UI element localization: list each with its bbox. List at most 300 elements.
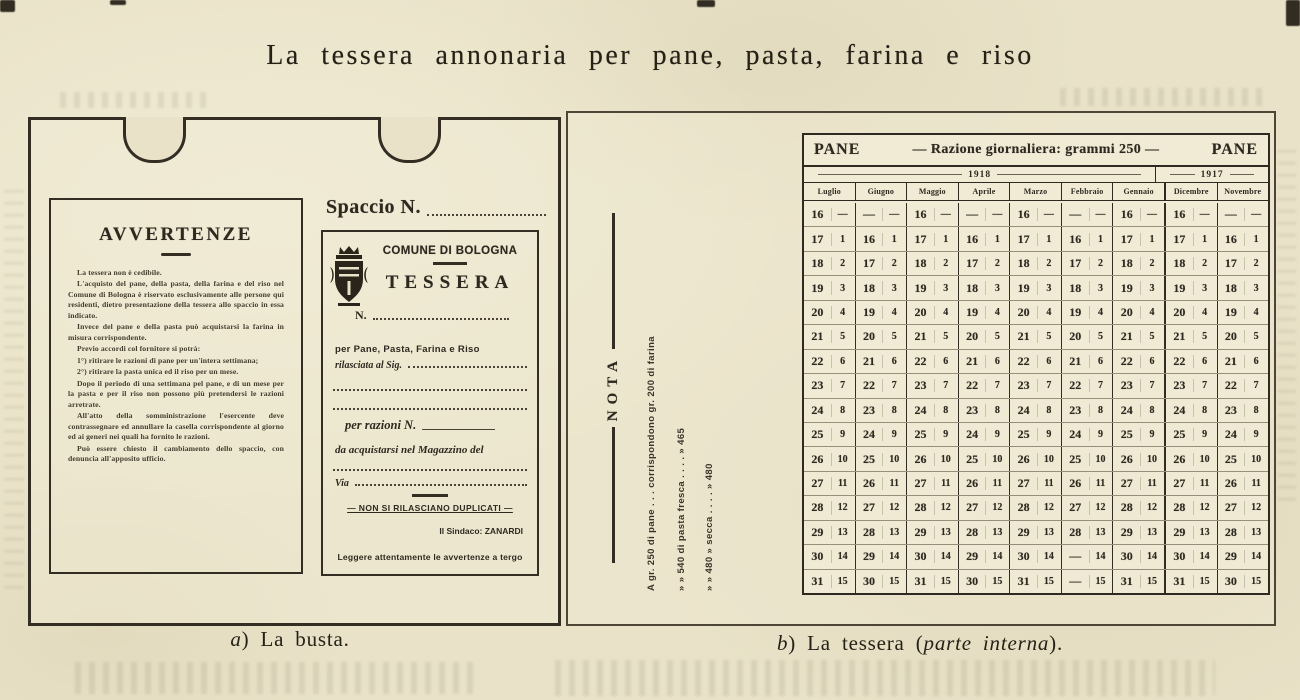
table-row — [804, 472, 1268, 496]
busta-envelope — [28, 117, 561, 626]
day-number: 24 — [1069, 427, 1082, 442]
day-ration-cell — [1010, 276, 1062, 299]
month-header: Marzo — [1010, 183, 1062, 200]
ration-number: 7 — [1253, 380, 1259, 392]
day-ration-cell — [959, 227, 1011, 250]
day-ration-cell — [1010, 374, 1062, 397]
day-number: 27 — [1069, 500, 1082, 515]
ration-number: 14 — [837, 551, 848, 563]
day-number: 22 — [1120, 353, 1133, 368]
day-ration-cell — [1166, 301, 1218, 324]
day-number: 20 — [966, 329, 979, 344]
day-number: 28 — [1224, 524, 1237, 539]
day-number: 19 — [1120, 280, 1133, 295]
ration-number: — — [1095, 209, 1106, 221]
day-number: 23 — [811, 378, 824, 393]
day-number: 17 — [1173, 231, 1186, 246]
ration-number: 3 — [840, 282, 846, 294]
day-number: 26 — [966, 476, 979, 491]
day-ration-cell — [856, 301, 908, 324]
ration-number: 2 — [840, 258, 846, 270]
scan-edge-mark — [1286, 0, 1300, 26]
day-number: 24 — [1224, 427, 1237, 442]
ration-number: 4 — [1149, 306, 1155, 318]
ration-number: 7 — [943, 380, 949, 392]
day-number: 25 — [1120, 427, 1133, 442]
day-number: 20 — [914, 304, 927, 319]
nota-rule — [612, 213, 615, 349]
day-ration-cell — [1113, 227, 1166, 250]
day-ration-cell — [1062, 423, 1114, 446]
day-ration-cell — [1166, 203, 1218, 226]
day-number: 31 — [1017, 573, 1030, 588]
month-header: Gennaio — [1113, 183, 1166, 200]
day-number: 30 — [1120, 549, 1133, 564]
day-ration-cell — [907, 350, 959, 373]
day-number: 26 — [862, 476, 875, 491]
day-ration-cell — [1218, 301, 1269, 324]
day-ration-cell — [1166, 276, 1218, 299]
day-number: 18 — [862, 280, 875, 295]
ration-number: 11 — [1199, 478, 1210, 490]
day-ration-cell — [856, 374, 908, 397]
day-ration-cell — [1113, 399, 1166, 422]
card-footer-line: Leggere attentamente le avvertenze a tergo — [337, 552, 523, 562]
day-ration-cell — [1113, 301, 1166, 324]
day-number: 25 — [914, 427, 927, 442]
ration-number: 12 — [992, 502, 1003, 514]
dotted-fill-line — [333, 408, 527, 410]
day-number: 20 — [1017, 304, 1030, 319]
day-number: — — [1069, 207, 1082, 222]
day-ration-cell — [856, 350, 908, 373]
ration-number: 8 — [1149, 404, 1155, 416]
day-ration-cell — [1062, 472, 1114, 495]
bleedthrough-ghost — [1060, 88, 1270, 106]
table-year-row — [804, 167, 1268, 183]
day-number: 18 — [914, 256, 927, 271]
ration-number: 2 — [1253, 258, 1259, 270]
day-number: 26 — [1224, 476, 1237, 491]
ration-number: 11 — [1251, 478, 1261, 490]
day-ration-cell — [907, 521, 959, 544]
day-number: 21 — [1017, 329, 1030, 344]
day-ration-cell — [804, 423, 856, 446]
ration-number: 5 — [840, 331, 846, 343]
day-number: 28 — [914, 500, 927, 515]
avvertenze-paragraph: Invece del pane e della pasta può acquistarsi la farina in misura corrispondente. — [68, 322, 284, 342]
day-ration-cell — [907, 399, 959, 422]
day-number: 26 — [914, 451, 927, 466]
pane-ration-table — [802, 133, 1270, 595]
card-via-line — [335, 478, 529, 489]
ration-number: 9 — [891, 429, 897, 441]
ration-number: 13 — [1147, 526, 1158, 538]
day-number: 27 — [1173, 476, 1186, 491]
day-number: 21 — [1120, 329, 1133, 344]
avvertenze-text — [68, 268, 284, 464]
ration-number: 9 — [943, 429, 949, 441]
ration-number: 5 — [1097, 331, 1103, 343]
day-number: 31 — [1120, 573, 1133, 588]
avvertenze-paragraph: All'atto della somministrazione l'esercente deve contrassegnare ed annullare la casella corrispondente al giorno ed ai generi nei quali ha fornito le razioni. — [68, 411, 284, 442]
day-number: 25 — [862, 451, 875, 466]
day-ration-cell — [1166, 570, 1218, 593]
day-ration-cell — [959, 570, 1011, 593]
nota-line: » » 480 » secca . . . . » 480 — [704, 463, 715, 591]
day-ration-cell — [1062, 496, 1114, 519]
day-number: 26 — [811, 451, 824, 466]
ration-number: 3 — [994, 282, 1000, 294]
ration-number: 15 — [1043, 575, 1054, 587]
day-number: 17 — [862, 256, 875, 271]
day-ration-cell — [1113, 447, 1166, 470]
day-number: 16 — [966, 231, 979, 246]
ration-number: 10 — [992, 453, 1003, 465]
ration-number: 1 — [943, 233, 949, 245]
day-number: 19 — [862, 304, 875, 319]
day-number: 27 — [914, 476, 927, 491]
day-ration-cell — [804, 350, 856, 373]
scan-edge-mark — [110, 0, 126, 5]
caption-a-text: ) La busta. — [241, 627, 350, 651]
day-number: 29 — [1120, 524, 1133, 539]
ration-number: 10 — [889, 453, 900, 465]
razioni-label: per razioni N. — [345, 418, 417, 432]
ornament-rule — [367, 262, 533, 265]
ration-number: 3 — [943, 282, 949, 294]
day-number: 17 — [1224, 256, 1237, 271]
day-ration-cell — [1010, 472, 1062, 495]
rilasciata-label: rilasciata al Sig. — [335, 360, 402, 371]
ration-number: 6 — [1097, 355, 1103, 367]
day-number: — — [1069, 573, 1082, 588]
day-ration-cell — [1218, 227, 1269, 250]
scan-edge-mark — [0, 0, 15, 12]
ration-number: 15 — [1251, 575, 1262, 587]
day-number: 19 — [966, 304, 979, 319]
day-number: 30 — [1017, 549, 1030, 564]
table-row — [804, 399, 1268, 423]
day-ration-cell — [1010, 423, 1062, 446]
day-number: 22 — [811, 353, 824, 368]
day-ration-cell — [856, 227, 908, 250]
day-ration-cell — [1062, 350, 1114, 373]
day-ration-cell — [856, 325, 908, 348]
day-ration-cell — [1010, 203, 1062, 226]
day-number: 30 — [966, 573, 979, 588]
day-number: 22 — [862, 378, 875, 393]
month-header: Giugno — [856, 183, 908, 200]
day-number: 27 — [1017, 476, 1030, 491]
ration-number: 6 — [1046, 355, 1052, 367]
day-number: 24 — [1120, 402, 1133, 417]
day-ration-cell — [1010, 301, 1062, 324]
day-number: 23 — [1017, 378, 1030, 393]
day-ration-cell — [907, 252, 959, 275]
day-number: — — [862, 207, 875, 222]
day-ration-cell — [1166, 545, 1218, 568]
ration-number: 12 — [1251, 502, 1262, 514]
ration-number: 5 — [1046, 331, 1052, 343]
ration-number: 14 — [1095, 551, 1106, 563]
table-title-right: PANE — [1211, 141, 1258, 158]
day-number: 17 — [1120, 231, 1133, 246]
day-number: 24 — [914, 402, 927, 417]
table-row — [804, 350, 1268, 374]
day-number: — — [966, 207, 979, 222]
day-ration-cell — [959, 374, 1011, 397]
ration-number: 10 — [1043, 453, 1054, 465]
table-row — [804, 325, 1268, 349]
day-number: 30 — [1173, 549, 1186, 564]
month-header: Novembre — [1224, 187, 1262, 196]
day-number: 19 — [914, 280, 927, 295]
month-header: Aprile — [959, 183, 1011, 200]
ration-number: 10 — [1095, 453, 1106, 465]
ration-number: 1 — [1202, 233, 1208, 245]
table-row — [804, 423, 1268, 447]
day-ration-cell — [1166, 521, 1218, 544]
day-ration-cell — [1113, 350, 1166, 373]
day-ration-cell — [907, 276, 959, 299]
ration-number: 3 — [1202, 282, 1208, 294]
ration-number: 9 — [994, 429, 1000, 441]
card-rilasciata-line — [335, 360, 529, 371]
ration-number: 8 — [1253, 404, 1259, 416]
ration-number: 11 — [1147, 478, 1157, 490]
day-number: 16 — [914, 207, 927, 222]
dotted-fill-line — [373, 318, 509, 320]
avvertenze-title: AVVERTENZE — [99, 224, 253, 245]
caption-a-letter: a — [230, 627, 242, 651]
day-ration-cell — [959, 252, 1011, 275]
year-group: 1917 — [1156, 167, 1268, 182]
spaccio-line — [326, 196, 548, 219]
ration-number: 7 — [891, 380, 897, 392]
dotted-fill-line — [408, 366, 527, 368]
day-number: 23 — [1120, 378, 1133, 393]
card-acquisto-line: da acquistarsi nel Magazzino del — [335, 444, 484, 456]
ration-number: 14 — [940, 551, 951, 563]
ration-number: 5 — [1202, 331, 1208, 343]
day-ration-cell — [804, 227, 856, 250]
nota-axis — [602, 213, 624, 563]
day-ration-cell — [1218, 325, 1269, 348]
day-ration-cell — [1166, 374, 1218, 397]
day-number: 16 — [811, 207, 824, 222]
ration-number: 5 — [1253, 331, 1259, 343]
envelope-notch — [123, 117, 186, 163]
ration-number: 1 — [1253, 233, 1259, 245]
ration-number: 4 — [840, 306, 846, 318]
caption-b-italic: parte interna — [923, 631, 1050, 655]
table-row — [804, 301, 1268, 325]
dotted-fill-line — [427, 214, 546, 216]
day-number: 27 — [811, 476, 824, 491]
card-number-line — [355, 308, 511, 323]
ration-number: — — [940, 209, 951, 221]
day-ration-cell — [907, 545, 959, 568]
table-row — [804, 521, 1268, 545]
day-ration-cell — [1010, 447, 1062, 470]
ration-number: 5 — [943, 331, 949, 343]
day-ration-cell — [959, 545, 1011, 568]
day-number: 17 — [1017, 231, 1030, 246]
caption-a — [60, 627, 520, 652]
day-ration-cell — [1218, 521, 1269, 544]
ration-number: 15 — [1095, 575, 1106, 587]
day-ration-cell — [1062, 203, 1114, 226]
day-number: 28 — [966, 524, 979, 539]
bleedthrough-ghost — [555, 660, 1215, 696]
day-ration-cell — [1010, 350, 1062, 373]
month-header: Febbraio — [1062, 183, 1114, 200]
day-ration-cell — [1218, 570, 1269, 593]
day-ration-cell — [1062, 521, 1114, 544]
ration-number: 3 — [1253, 282, 1259, 294]
day-ration-cell — [804, 301, 856, 324]
day-ration-cell — [959, 496, 1011, 519]
ration-number: 2 — [1149, 258, 1155, 270]
nota-line: » » 540 di pasta fresca . . . . » 465 — [676, 427, 687, 591]
day-number: 30 — [811, 549, 824, 564]
month-header: Dicembre — [1166, 183, 1218, 200]
ration-number: 15 — [940, 575, 951, 587]
avvertenze-paragraph: 1°) ritirare le razioni di pane per un'intera settimana; — [77, 355, 259, 365]
day-ration-cell — [856, 545, 908, 568]
day-ration-cell — [1166, 350, 1218, 373]
day-number: 26 — [1120, 451, 1133, 466]
day-ration-cell — [1166, 447, 1218, 470]
ration-number: 10 — [837, 453, 848, 465]
day-ration-cell — [907, 496, 959, 519]
bleedthrough-ghost — [1278, 150, 1296, 510]
caption-b — [640, 631, 1200, 656]
ration-number: 15 — [1199, 575, 1210, 587]
day-ration-cell — [959, 203, 1011, 226]
ration-number: 3 — [891, 282, 897, 294]
day-number: 25 — [1069, 451, 1082, 466]
ration-number: — — [1147, 209, 1158, 221]
ration-number: 13 — [837, 526, 848, 538]
ration-number: 14 — [889, 551, 900, 563]
day-ration-cell — [1010, 521, 1062, 544]
day-ration-cell — [856, 276, 908, 299]
day-number: 29 — [1017, 524, 1030, 539]
ration-number: 2 — [1202, 258, 1208, 270]
ration-number: 4 — [943, 306, 949, 318]
day-number: 22 — [1069, 378, 1082, 393]
day-number: 22 — [1224, 378, 1237, 393]
day-number: 22 — [966, 378, 979, 393]
day-ration-cell — [856, 472, 908, 495]
ornament-rule — [412, 494, 448, 497]
day-ration-cell — [1113, 203, 1166, 226]
day-ration-cell — [1062, 252, 1114, 275]
ration-number: 7 — [1202, 380, 1208, 392]
table-title-row — [804, 135, 1268, 167]
ration-number: 8 — [994, 404, 1000, 416]
n-label: N. — [355, 308, 367, 322]
day-number: 17 — [1069, 256, 1082, 271]
day-ration-cell — [907, 227, 959, 250]
table-row — [804, 447, 1268, 471]
nota-label: NOTA — [604, 354, 621, 422]
ration-number: 2 — [1046, 258, 1052, 270]
day-number: 28 — [862, 524, 875, 539]
day-ration-cell — [804, 374, 856, 397]
day-number: 25 — [1173, 427, 1186, 442]
day-ration-cell — [804, 545, 856, 568]
day-number: 16 — [862, 231, 875, 246]
day-number: 17 — [914, 231, 927, 246]
day-number: 25 — [811, 427, 824, 442]
dotted-fill-line — [333, 469, 527, 471]
day-number: 19 — [811, 280, 824, 295]
tessera-inner-panel — [566, 111, 1276, 626]
caption-b-text-2: ). — [1049, 631, 1064, 655]
ration-number: — — [992, 209, 1003, 221]
ration-number: 3 — [1149, 282, 1155, 294]
day-ration-cell — [804, 399, 856, 422]
ration-number: 6 — [1202, 355, 1208, 367]
day-ration-cell — [856, 399, 908, 422]
ration-number: 10 — [1199, 453, 1210, 465]
avvertenze-paragraph: Può essere chiesto il cambiamento dello spaccio, con denuncia all'apposito ufficio. — [68, 443, 284, 463]
ration-number: 11 — [837, 478, 848, 490]
day-ration-cell — [1113, 276, 1166, 299]
day-ration-cell — [1113, 570, 1166, 593]
ration-number: 2 — [891, 258, 897, 270]
day-number: 18 — [1173, 256, 1186, 271]
day-ration-cell — [1010, 545, 1062, 568]
day-ration-cell — [1113, 325, 1166, 348]
ration-number: 9 — [1097, 429, 1103, 441]
day-ration-cell — [1062, 301, 1114, 324]
day-ration-cell — [804, 521, 856, 544]
ration-number: 6 — [840, 355, 846, 367]
ration-number: 9 — [840, 429, 846, 441]
day-number: 16 — [1069, 231, 1082, 246]
ration-number: 12 — [1095, 502, 1106, 514]
day-ration-cell — [804, 325, 856, 348]
table-row — [804, 227, 1268, 251]
ration-number: 13 — [992, 526, 1003, 538]
ration-number: 7 — [1149, 380, 1155, 392]
table-month-row — [804, 183, 1268, 201]
card-sindaco-line: Il Sindaco: ZANARDI — [439, 526, 523, 536]
day-number: 23 — [1224, 402, 1237, 417]
table-row — [804, 496, 1268, 520]
ration-number: 8 — [840, 404, 846, 416]
day-ration-cell — [1218, 203, 1269, 226]
day-number: 27 — [1120, 476, 1133, 491]
day-ration-cell — [1062, 545, 1114, 568]
day-number: 24 — [1173, 402, 1186, 417]
ration-number: 11 — [1095, 478, 1106, 490]
day-number: 16 — [1120, 207, 1133, 222]
day-ration-cell — [1218, 374, 1269, 397]
ration-number: 7 — [840, 380, 846, 392]
day-ration-cell — [959, 301, 1011, 324]
envelope-notch — [378, 117, 441, 163]
ration-number: 13 — [889, 526, 900, 538]
day-ration-cell — [907, 301, 959, 324]
ration-number: 1 — [891, 233, 897, 245]
ration-number: 14 — [1199, 551, 1210, 563]
day-ration-cell — [856, 496, 908, 519]
